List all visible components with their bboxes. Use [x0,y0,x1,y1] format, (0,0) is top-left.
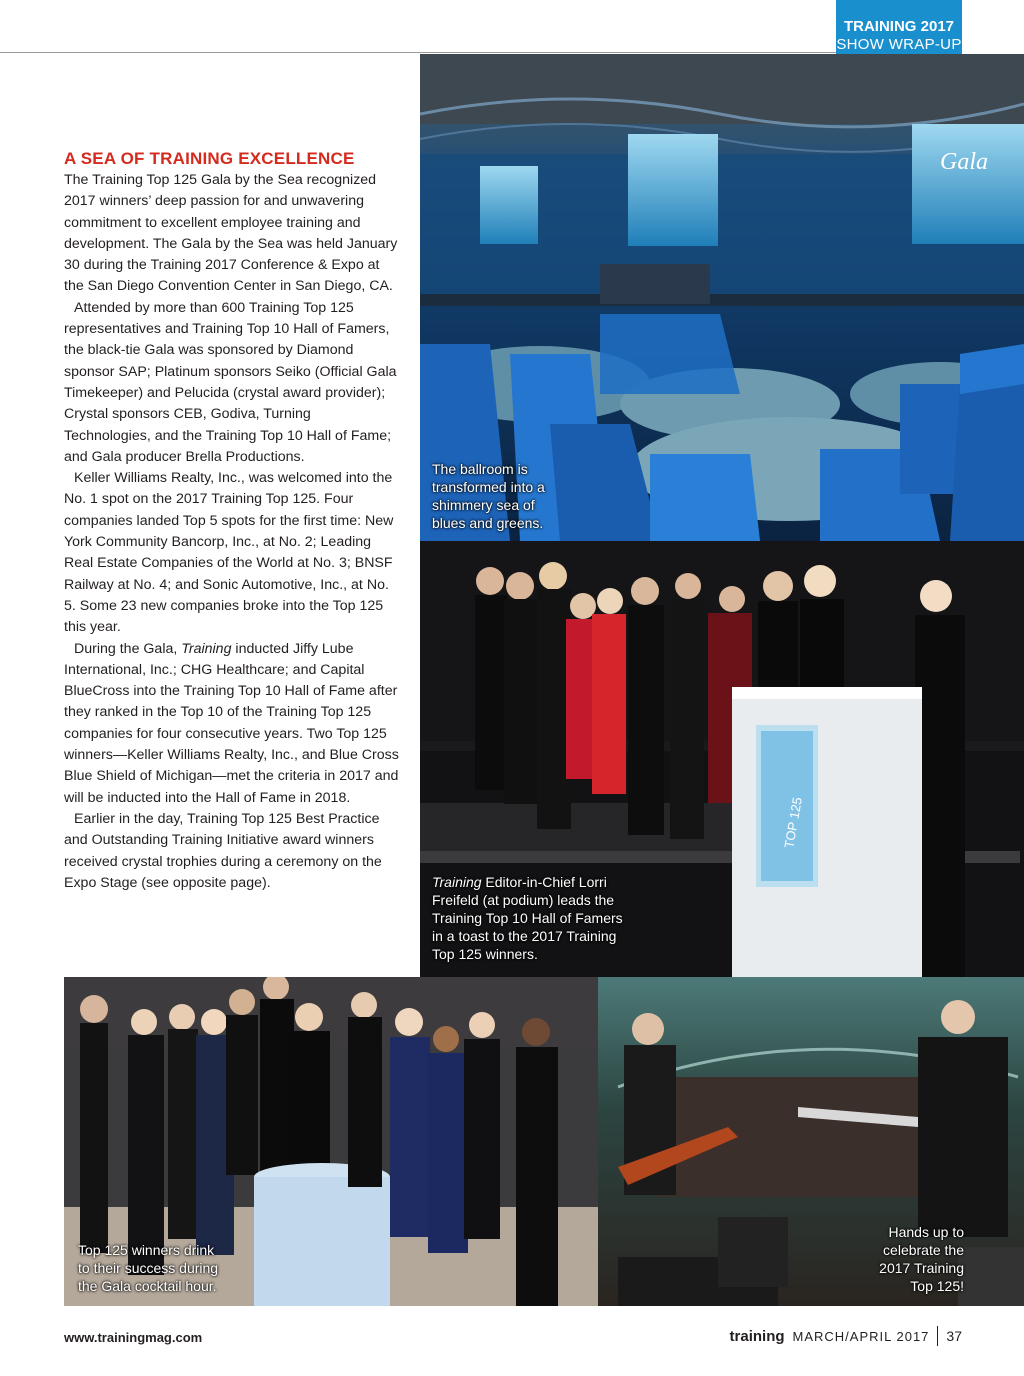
footer-issue: MARCH/APRIL 2017 [792,1328,930,1344]
band-photo [598,977,1024,1306]
footer-url[interactable]: www.trainingmag.com [64,1330,203,1345]
page-number: 37 [946,1328,962,1344]
toast-caption [432,873,632,963]
cocktail-caption: Top 125 winners drink to their success during the Gala cocktail hour. [78,1242,219,1294]
screen-gala-text: Gala [940,149,988,175]
article-paragraph-1: The Training Top 125 Gala by the Sea recognized 2017 winners’ deep passion for and unwavering commitment to excellent employee training and development. The Gala by the Sea was held January 30 during the Training 2017 Conference & Expo at the San Diego Convention Center in San Diego, CA. [64,172,398,295]
toast-caption-magazine: Training [432,874,482,890]
section-tag-title: TRAINING 2017 [843,18,955,35]
article [64,148,400,894]
toast-photo [420,541,1024,977]
footer-divider [937,1326,938,1346]
p4-body-text: inducted Jiffy Lube International, Inc.; CHG Healthcare; and Capital BlueCross into the Training Top 10 Hall of Fame after they ranked in the Top 10 of the Training Top 125 companies for four consecutive years. Two Top 125 winners—Keller Williams Realty, Inc., and Blue Cross Blue Shield of Michigan—met the criteria in 2017 and will be inducted into the Hall of Fame in 2018. [64,640,399,806]
p4-lead-text: During the Gala, [74,640,182,657]
podium-logo-text: TOP 125 [781,796,805,850]
ballroom-photo [420,54,1024,541]
band-caption: Hands up to celebrate the 2017 Training Top 125! [879,1224,964,1294]
section-tag-subtitle: SHOW WRAP-UP [836,36,962,53]
article-paragraph-4 [64,639,400,809]
article-headline: A SEA OF TRAINING EXCELLENCE [64,149,355,168]
article-paragraph-2: Attended by more than 600 Training Top 125 representatives and Training Top 10 Hall of Famers, the black-tie Gala was sponsored by Diamond sponsor SAP; Platinum sponsors Seiko (Official Gala Timekeeper) and Pelucida (crystal award provider); Crystal sponsors CEB, Godiva, Turning Technologies, and the Training Top 10 Hall of Fame; and Gala producer Brella Productions. [64,299,397,465]
ballroom-caption: The ballroom is transformed into a shimmery sea of blues and greens. [432,461,545,531]
cocktail-photo [64,977,598,1306]
p4-magazine-name: Training [181,640,232,657]
header-rule [0,52,836,53]
footer-brand: training [729,1327,785,1345]
footer-folio [730,1326,962,1346]
article-paragraph-3: Keller Williams Realty, Inc., was welcomed into the No. 1 spot on the 2017 Training Top 125. Four companies landed Top 5 spots for the first time: New York Community Bancorp, Inc., at No. 2; Leading Real Estate Companies of the World at No. 3; BNSF Railway at No. 4; and Sonic Automotive, Inc., at No. 5. Some 23 new companies broke into the Top 125 this year. [64,470,394,636]
article-paragraph-5: Earlier in the day, Training Top 125 Best Practice and Outstanding Training Initiative award winners received crystal trophies during a ceremony on the Expo Stage (see opposite page). [64,810,382,891]
toast-caption-text: Editor-in-Chief Lorri Freifeld (at podium) leads the Training Top 10 Hall of Famers in a toast to the 2017 Training Top 125 winners. [432,874,623,962]
